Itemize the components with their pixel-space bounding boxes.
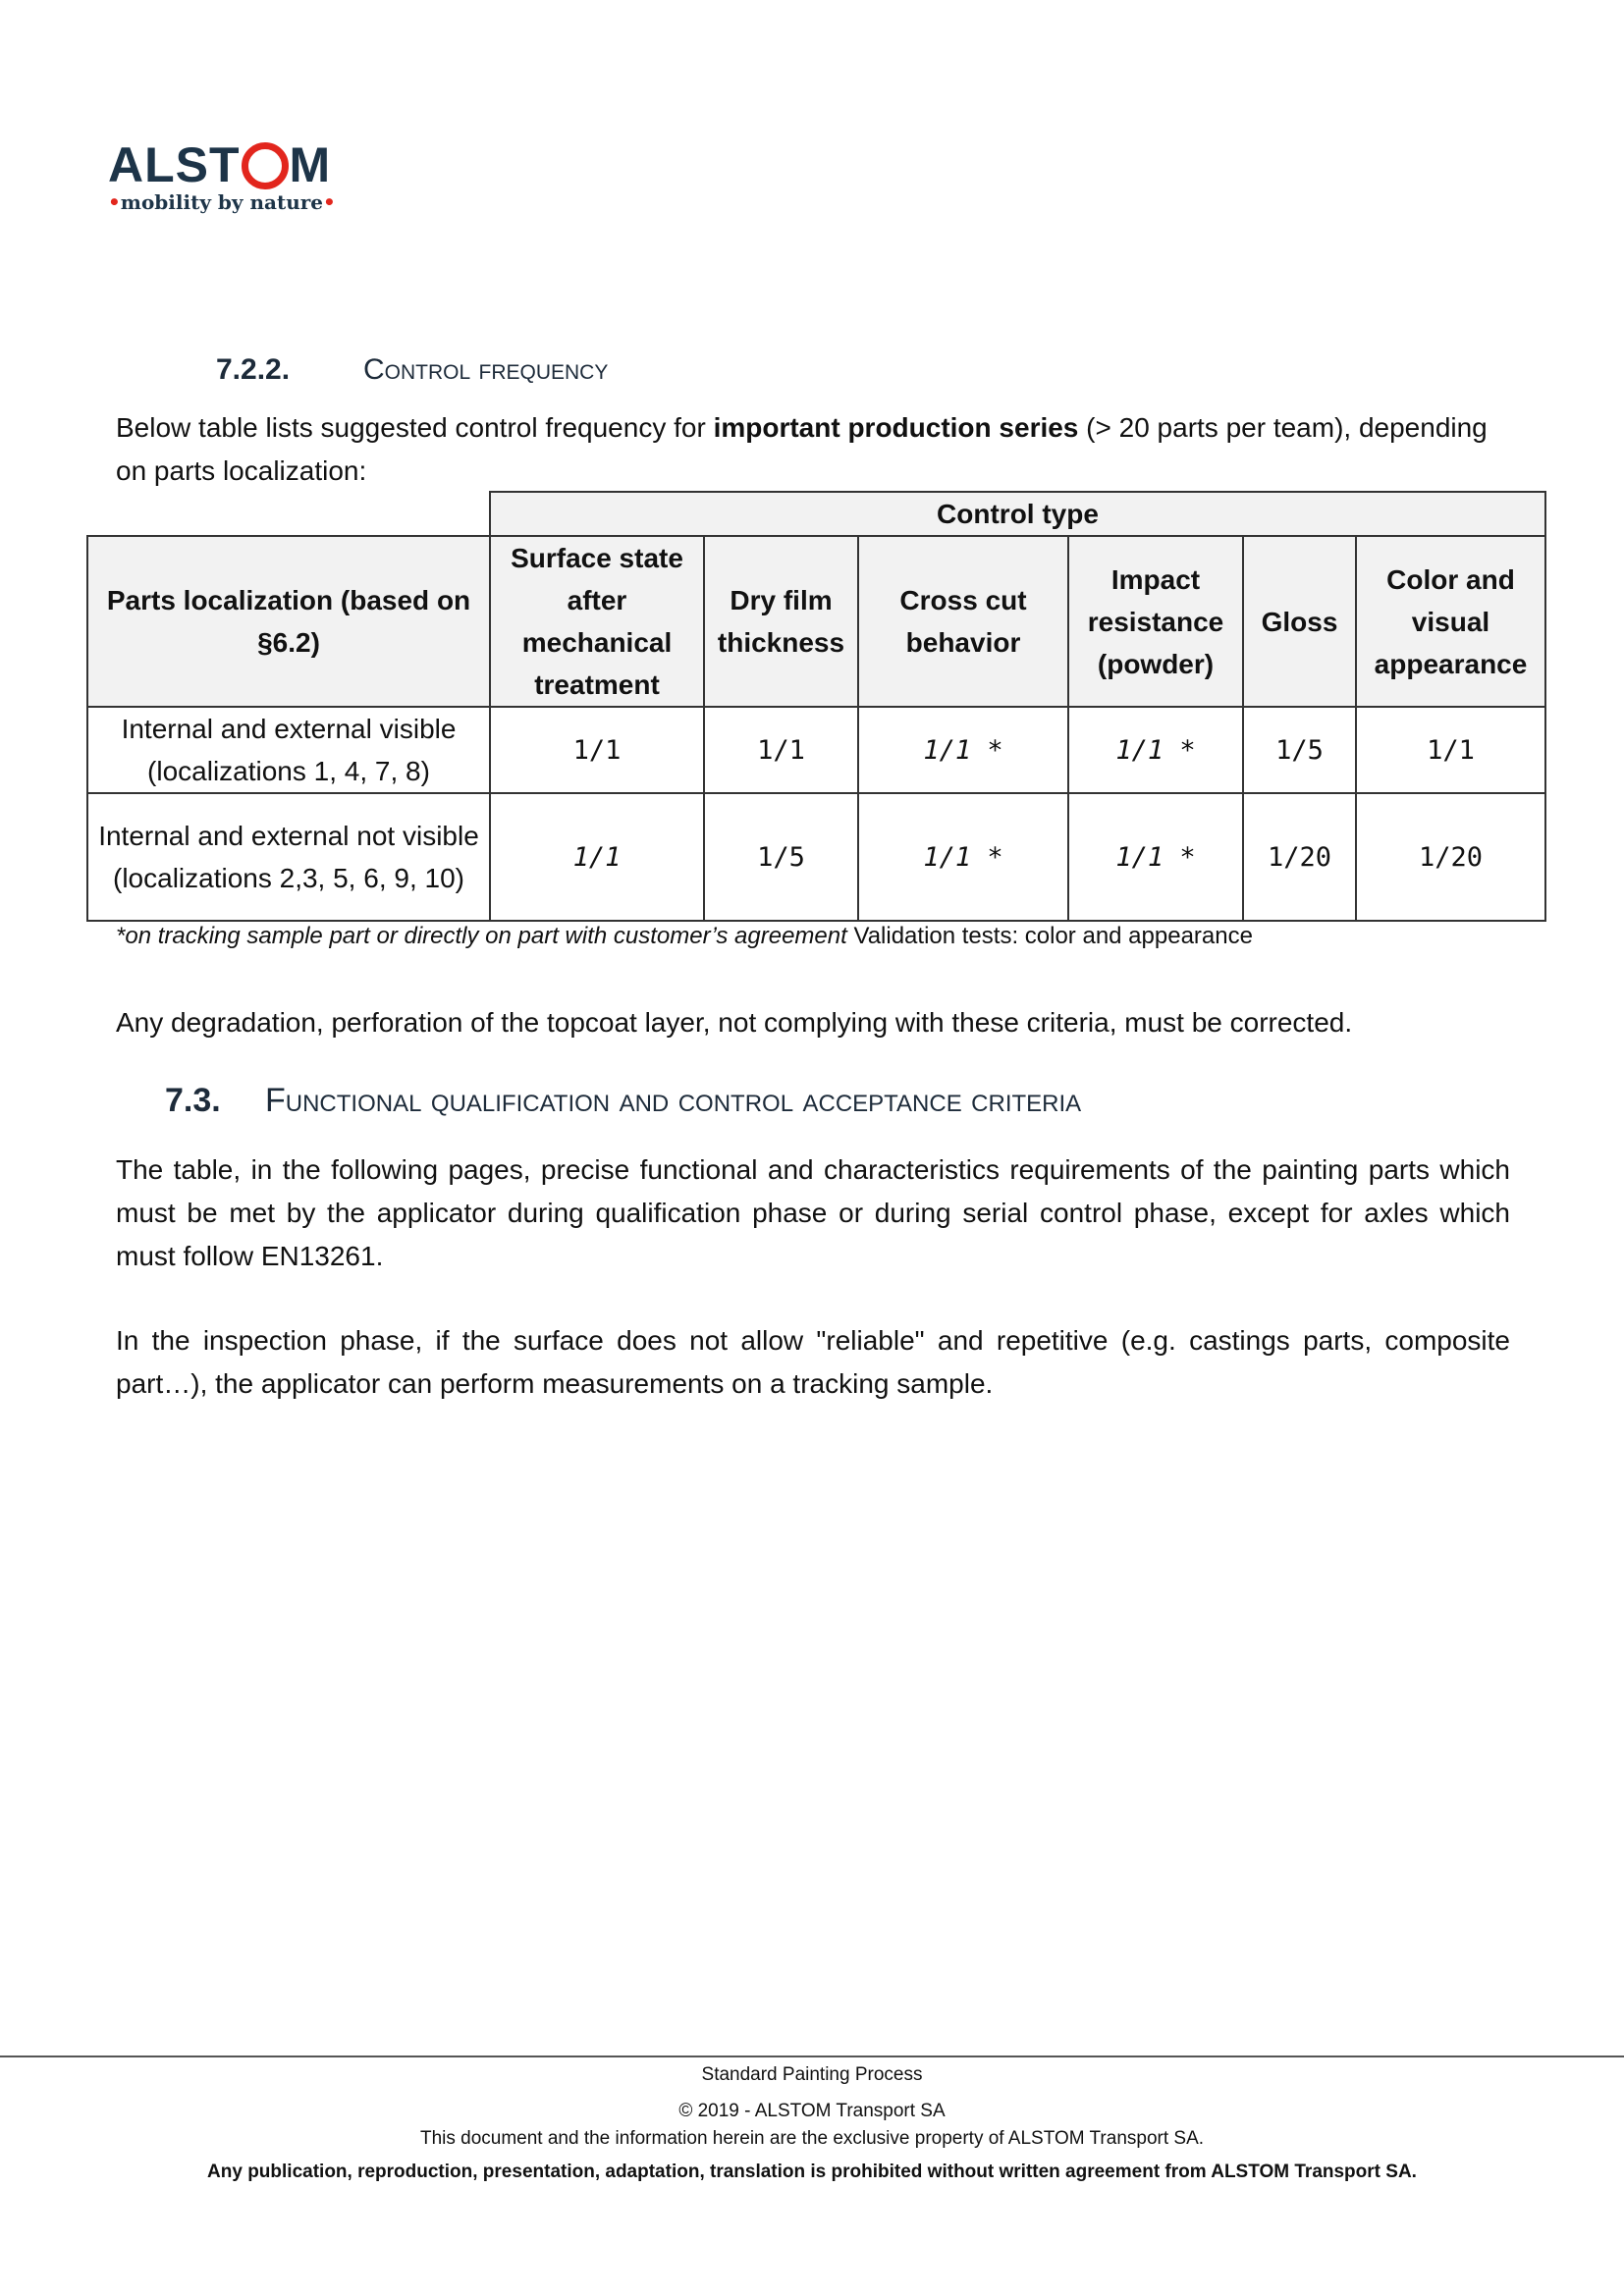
column-header: Color and visual appearance <box>1356 536 1545 707</box>
section-title: Control frequency <box>363 353 609 386</box>
table-cell: 1/1 <box>1356 707 1545 793</box>
alstom-logo <box>108 137 344 214</box>
control-type-header: Control type <box>490 492 1545 536</box>
tagline-text: mobility by nature <box>120 190 324 214</box>
table-cell: 1/1 * <box>1068 793 1243 921</box>
logo-text-end: M <box>289 137 332 192</box>
intro-text-bold: important production series <box>713 412 1079 443</box>
section-heading-7-2-2 <box>216 353 608 387</box>
row-label: Internal and external not visible (localizations 2,3, 5, 6, 9, 10) <box>87 793 490 921</box>
degradation-paragraph: Any degradation, perforation of the topcoat layer, not complying with these criteria, must be corrected. <box>116 1007 1353 1038</box>
column-header: Cross cut behavior <box>858 536 1068 707</box>
table-cell: 1/1 * <box>1068 707 1243 793</box>
table-cell: 1/1 * <box>858 793 1068 921</box>
table-footnote <box>116 923 1253 950</box>
footer-copyright: © 2019 - ALSTOM Transport SA <box>678 2101 946 2121</box>
section-number: 7.2.2. <box>216 353 291 386</box>
table-row <box>87 707 1545 793</box>
logo-tagline <box>108 190 344 214</box>
column-header: Surface state after mechanical treatment <box>490 536 704 707</box>
table-cell: 1/1 * <box>858 707 1068 793</box>
parts-localization-header: Parts localization (based on §6.2) <box>87 536 490 707</box>
table-corner-blank <box>87 492 490 536</box>
footer-divider <box>0 2056 1624 2057</box>
intro-text-after: (> 20 parts per team), depending on parts localization: <box>116 412 1488 486</box>
column-header: Dry film thickness <box>704 536 858 707</box>
logo-ring-icon <box>242 142 289 189</box>
table-column-header-row <box>87 536 1545 707</box>
footnote-normal: Validation tests: color and appearance <box>846 923 1253 949</box>
intro-paragraph <box>116 406 1510 493</box>
tagline-dot-right: • <box>323 190 336 214</box>
inspection-paragraph: In the inspection phase, if the surface does not allow "reliable" and repetitive (e.g. castings parts, composite part…), the applicator can perform measurements on a tracking sample. <box>116 1325 1510 1399</box>
logo-wordmark <box>108 137 344 192</box>
footnote-italic: *on tracking sample part or directly on part with customer’s agreement <box>116 923 847 949</box>
intro-text-before: Below table lists suggested control frequency for <box>116 412 714 443</box>
section-title: Functional qualification and control acceptance criteria <box>265 1082 1082 1119</box>
column-header: Impact resistance (powder) <box>1068 536 1243 707</box>
table-cell: 1/20 <box>1356 793 1545 921</box>
table-group-header-row <box>87 492 1545 536</box>
table-row <box>87 793 1545 921</box>
table-cell: 1/5 <box>704 793 858 921</box>
table-cell: 1/20 <box>1243 793 1356 921</box>
footer-document-title: Standard Painting Process <box>701 2064 923 2085</box>
logo-text-start: ALST <box>108 137 241 192</box>
footer-property-notice: This document and the information herein are the exclusive property of ALSTOM Transport SA. <box>419 2128 1205 2149</box>
row-label: Internal and external visible (localizations 1, 4, 7, 8) <box>87 707 490 793</box>
section-heading-7-3 <box>165 1082 1081 1120</box>
section-number: 7.3. <box>165 1082 221 1119</box>
table-cell: 1/1 <box>704 707 858 793</box>
control-frequency-table <box>86 491 1546 922</box>
table-cell: 1/1 <box>490 707 704 793</box>
tagline-dot-left: • <box>108 190 121 214</box>
table-cell: 1/1 <box>490 793 704 921</box>
requirements-paragraph: The table, in the following pages, precise functional and characteristics requirements of the painting parts which must be met by the applicator during qualification phase or during serial control phase, except for axles which must follow EN13261. <box>116 1154 1510 1271</box>
footer-prohibition-notice: Any publication, reproduction, presentation, adaptation, translation is prohibited without written agreement from ALSTOM Transport SA. <box>207 2162 1417 2182</box>
table-cell: 1/5 <box>1243 707 1356 793</box>
column-header: Gloss <box>1243 536 1356 707</box>
